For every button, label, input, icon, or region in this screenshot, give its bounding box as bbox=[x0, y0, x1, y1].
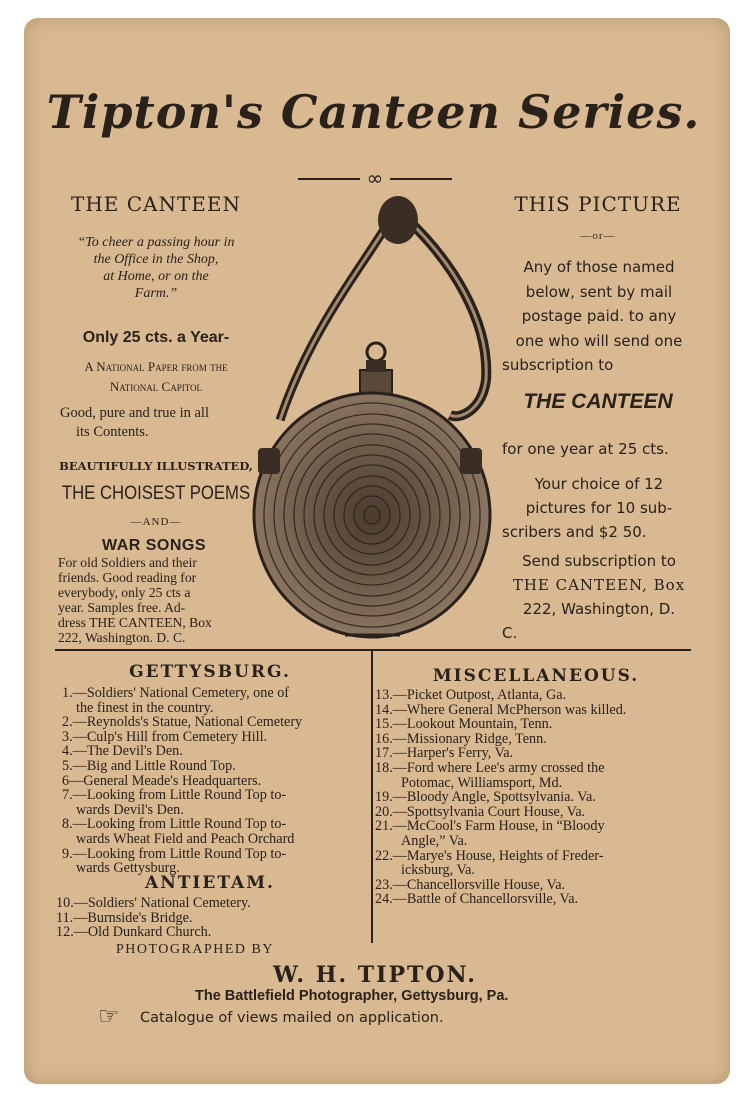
list-item: 22.—Marye's House, Heights of Freder- bbox=[375, 847, 604, 864]
soldiers-text bbox=[58, 555, 278, 645]
right-heading: THIS PICTURE bbox=[514, 192, 682, 216]
list-item: the finest in the country. bbox=[76, 699, 214, 716]
list-item: 9.—Looking from Little Round Top to- bbox=[62, 845, 287, 862]
send-text bbox=[494, 549, 704, 645]
list-item: 23.—Chancellorsville House, Va. bbox=[375, 876, 566, 893]
canteen-engraving bbox=[250, 190, 500, 650]
antietam-heading: ANTIETAM. bbox=[145, 873, 275, 893]
quote-block bbox=[48, 234, 264, 302]
miscellaneous-list bbox=[375, 688, 695, 907]
quote-line: Farm.” bbox=[134, 286, 178, 301]
list-item: 6—General Meade's Headquarters. bbox=[62, 772, 262, 789]
list-item: Potomac, Williamsport, Md. bbox=[401, 774, 563, 791]
section-divider bbox=[55, 649, 691, 651]
quote-line: “To cheer a passing hour in bbox=[77, 235, 235, 250]
or-line: —or— bbox=[580, 230, 616, 242]
offer-line: one who will send one bbox=[515, 331, 683, 350]
strap-right-highlight bbox=[408, 220, 486, 416]
series-title: Tipton's Canteen Series. bbox=[46, 85, 701, 139]
pure-line: its Contents. bbox=[76, 424, 149, 440]
list-item: 10.—Soldiers' National Cemetery. bbox=[56, 895, 251, 911]
offer-line: below, sent by mail bbox=[525, 282, 673, 301]
and-line: —AND— bbox=[130, 516, 182, 528]
photographer-name: W. H. TIPTON. bbox=[273, 962, 477, 988]
national-paper bbox=[46, 357, 266, 397]
soldiers-line: year. Samples free. Ad- bbox=[58, 600, 186, 615]
list-item: 18.—Ford where Lee's army crossed the bbox=[375, 759, 605, 776]
list-item: Angle,” Va. bbox=[401, 832, 468, 849]
list-item: wards Devil's Den. bbox=[76, 801, 184, 818]
offer-line: subscription to bbox=[502, 356, 614, 374]
photographed-by: PHOTOGRAPHED BY bbox=[116, 942, 274, 957]
list-item: 16.—Missionary Ridge, Tenn. bbox=[375, 730, 547, 747]
choice-line: scribers and $2 50. bbox=[502, 523, 647, 541]
strap-loop-left bbox=[258, 448, 280, 474]
soldiers-line: friends. Good reading for bbox=[58, 570, 197, 585]
list-item: 14.—Where General McPherson was killed. bbox=[375, 701, 627, 718]
list-item: 2.—Reynolds's Statue, National Cemetery bbox=[62, 714, 303, 731]
quote-line: the Office in the Shop, bbox=[93, 252, 219, 267]
title-rule-right bbox=[390, 178, 452, 180]
war-songs: WAR SONGS bbox=[101, 537, 207, 554]
send-line: Send subscription to bbox=[522, 552, 676, 570]
soldiers-line: everybody, only 25 cts a bbox=[58, 585, 191, 600]
list-item: wards Wheat Field and Peach Orchard bbox=[76, 830, 295, 847]
list-item: 13.—Picket Outpost, Atlanta, Ga. bbox=[375, 687, 567, 703]
paper-line: A National Paper from the bbox=[84, 359, 228, 374]
gettysburg-list bbox=[62, 686, 372, 876]
strap-loop-right bbox=[460, 448, 482, 474]
ornament-icon: ∞ bbox=[366, 166, 384, 190]
tagline: The Battlefield Photographer, Gettysburg, Pa. bbox=[195, 988, 509, 1004]
quote-line: at Home, or on the bbox=[103, 269, 209, 284]
for-one-year: for one year at 25 cts. bbox=[502, 440, 669, 458]
soldiers-line: For old Soldiers and their bbox=[58, 555, 197, 570]
offer-line: postage paid. to any bbox=[521, 307, 677, 325]
list-item: 3.—Culp's Hill from Cemetery Hill. bbox=[62, 728, 268, 745]
list-item: 1.—Soldiers' National Cemetery, one of bbox=[62, 685, 290, 701]
list-item: 4.—The Devil's Den. bbox=[62, 743, 183, 760]
list-item: 5.—Big and Little Round Top. bbox=[62, 757, 236, 774]
list-item: 7.—Looking from Little Round Top to- bbox=[62, 787, 287, 804]
pure-line: Good, pure and true in all bbox=[60, 405, 209, 421]
soldiers-line: 222, Washington. D. C. bbox=[58, 630, 186, 645]
antietam-list bbox=[56, 896, 366, 940]
canteen-body bbox=[254, 393, 490, 637]
miscellaneous-heading: MISCELLANEOUS. bbox=[432, 666, 640, 686]
title-rule-left bbox=[298, 178, 360, 180]
list-item: 20.—Spottsylvania Court House, Va. bbox=[375, 803, 586, 820]
paper-line: National Capitol bbox=[109, 379, 203, 394]
send-line: C. bbox=[502, 624, 518, 642]
list-item: 15.—Lookout Mountain, Tenn. bbox=[375, 716, 553, 733]
catalogue-note: Catalogue of views mailed on application. bbox=[140, 1010, 444, 1026]
pure-text bbox=[60, 404, 270, 442]
choice-text bbox=[494, 472, 704, 544]
choice-line: pictures for 10 sub- bbox=[525, 499, 673, 517]
list-item: 17.—Harper's Ferry, Va. bbox=[375, 745, 514, 762]
list-item: 24.—Battle of Chancellorsville, Va. bbox=[375, 891, 579, 908]
illustrated-line: BEAUTIFULLY ILLUSTRATED, bbox=[59, 459, 253, 473]
left-heading: THE CANTEEN bbox=[70, 192, 242, 216]
send-line: THE CANTEEN, Box bbox=[512, 576, 686, 594]
price-line: Only 25 cts. a Year- bbox=[82, 329, 230, 346]
pointing-hand-icon: ☞ bbox=[98, 1002, 120, 1030]
gettysburg-heading: GETTYSBURG. bbox=[129, 662, 291, 682]
list-item: icksburg, Va. bbox=[401, 862, 475, 879]
soldiers-line: dress THE CANTEEN, Box bbox=[58, 615, 212, 630]
list-item: 12.—Old Dunkard Church. bbox=[56, 924, 212, 941]
stopper-ring bbox=[367, 343, 385, 361]
list-item: 21.—McCool's Farm House, in “Bloody bbox=[375, 818, 605, 835]
choice-line: Your choice of 12 bbox=[534, 475, 664, 493]
strap-knot bbox=[378, 196, 418, 244]
list-item: 19.—Bloody Angle, Spottsylvania. Va. bbox=[375, 789, 596, 806]
canteen-name: THE CANTEEN bbox=[523, 390, 673, 413]
offer-line: Any of those named bbox=[523, 258, 675, 276]
offer-text bbox=[494, 255, 704, 378]
stopper bbox=[366, 360, 386, 372]
poems-line: THE CHOISEST POEMS bbox=[61, 483, 251, 504]
send-line: 222, Washington, D. bbox=[522, 600, 676, 618]
list-item: 8.—Looking from Little Round Top to- bbox=[62, 816, 287, 833]
list-item: 11.—Burnside's Bridge. bbox=[56, 909, 193, 926]
list-item: wards Gettysburg. bbox=[76, 860, 180, 877]
